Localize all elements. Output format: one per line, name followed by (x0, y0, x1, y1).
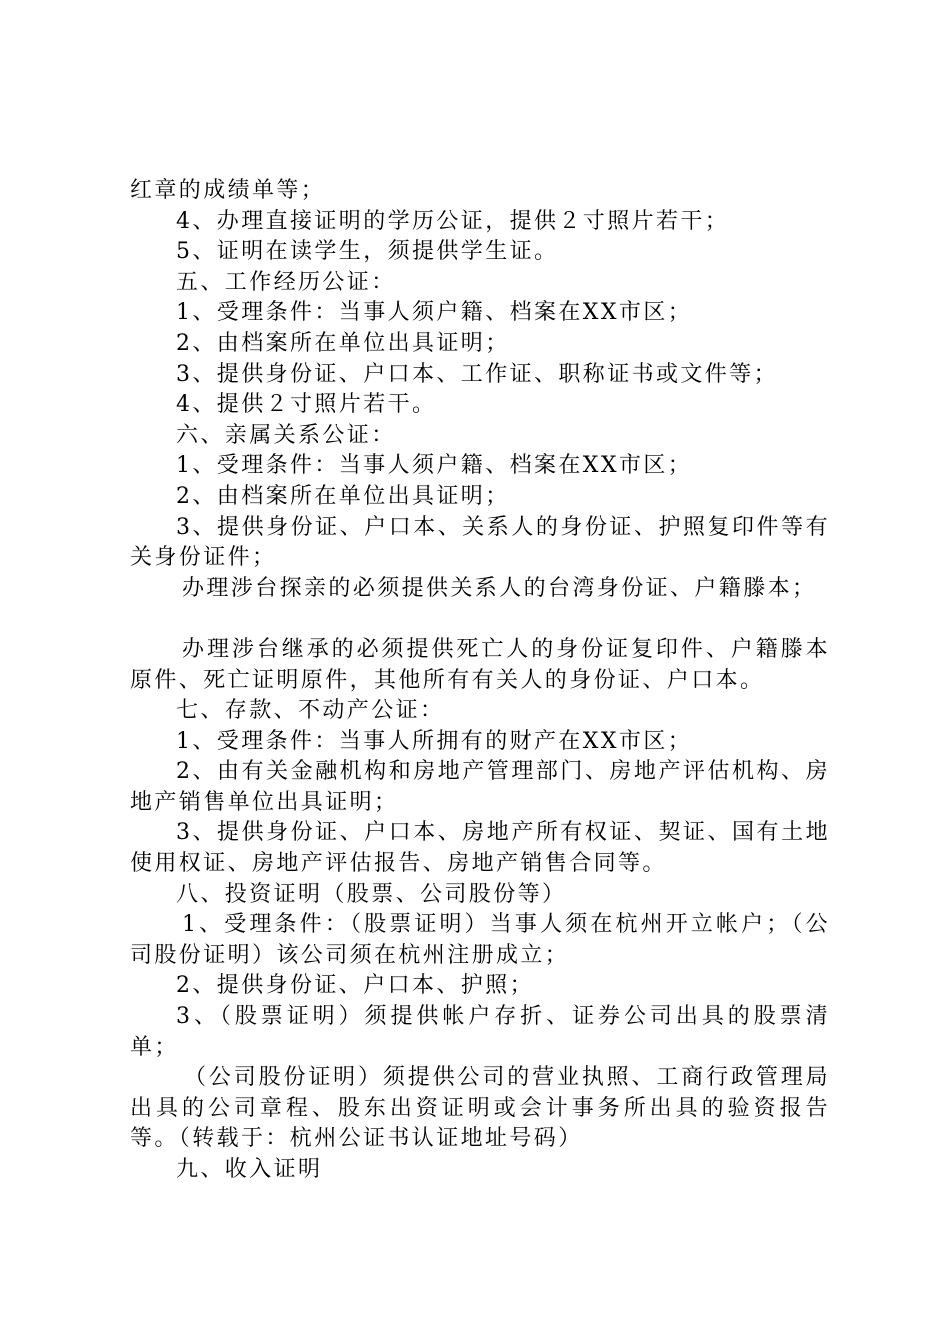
blank-line (130, 604, 830, 635)
document-body (130, 176, 830, 1186)
list-item: 1、受理条件：当事人须户籍、档案在XX市区； (176, 300, 693, 326)
list-item: 4、办理直接证明的学历公证，提供２寸照片若干； (176, 208, 730, 234)
list-item: 4、提供２寸照片若干。 (176, 392, 437, 418)
list-item: 3、提供身份证、户口本、房地产所有权证、契证、国有土地使用权证、房地产评估报告、房地产销售合同等。 (130, 820, 830, 877)
list-item: 2、由有关金融机构和房地产管理部门、房地产评估机构、房地产销售单位出具证明； (130, 759, 830, 815)
paragraph: 办理涉台探亲的必须提供关系人的台湾身份证、户籍滕本； (182, 575, 817, 601)
list-item: 3、提供身份证、户口本、工作证、职称证书或文件等； (176, 361, 778, 387)
list-item: 2、由档案所在单位出具证明； (176, 483, 510, 509)
paragraph: 红章的成绩单等； (130, 178, 326, 203)
section-heading: 七、存款、不动产公证： (176, 698, 445, 724)
section-heading: 八、投资证明（股票、公司股份等） (176, 881, 567, 907)
section-heading: 九、收入证明 (176, 1157, 323, 1182)
list-item: 2、由档案所在单位出具证明； (176, 330, 510, 356)
list-item: 1、受理条件：当事人须户籍、档案在XX市区； (176, 453, 693, 479)
list-item: 5、证明在读学生，须提供学生证。 (176, 239, 559, 265)
paragraph: 办理涉台继承的必须提供死亡人的身份证复印件、户籍滕本原件、死亡证明原件，其他所有有关人的身份证、户口本。 (130, 636, 830, 693)
section-heading: 六、亲属关系公证： (176, 422, 396, 448)
section-heading: 五、工作经历公证： (176, 269, 396, 295)
paragraph: （公司股份证明）须提供公司的营业执照、工商行政管理局出具的公司章程、股东出资证明或会计事务所出具的验资报告等。（转载于：杭州公证书认证地址号码） (130, 1065, 830, 1152)
list-item: 3、（股票证明）须提供帐户存折、证券公司出具的股票清单； (130, 1004, 830, 1060)
list-item: 2、提供身份证、户口本、护照； (176, 973, 534, 999)
list-item: 1、受理条件：（股票证明）当事人须在杭州开立帐户；（公司股份证明）该公司须在杭州注册成立； (130, 912, 830, 968)
list-item: 3、提供身份证、户口本、关系人的身份证、护照复印件等有关身份证件； (130, 514, 830, 571)
list-item: 1、受理条件：当事人所拥有的财产在XX市区； (176, 728, 693, 754)
